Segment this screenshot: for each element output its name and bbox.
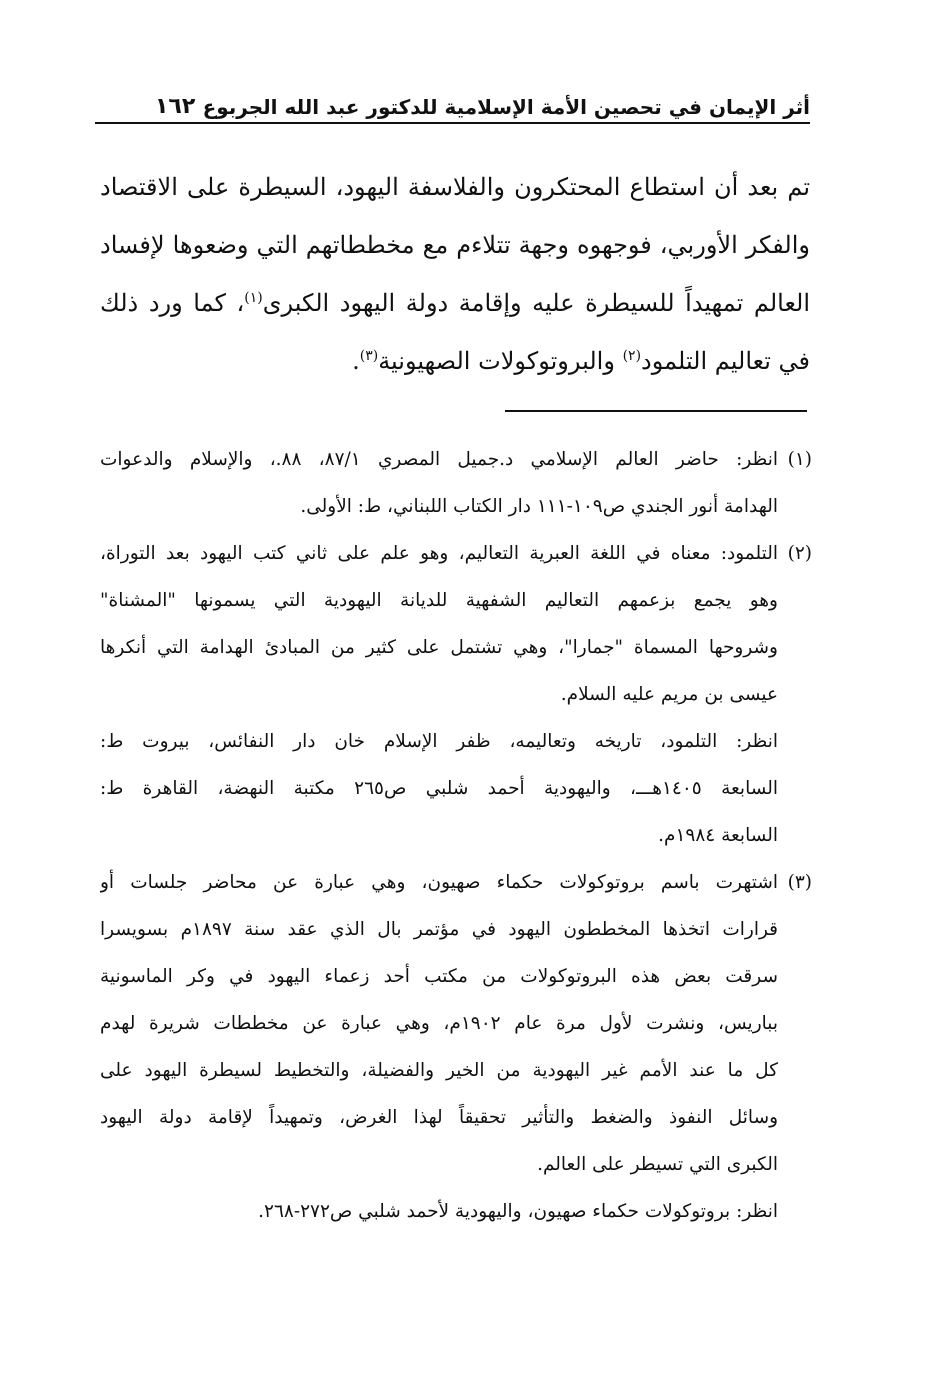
body-line — [100, 274, 810, 332]
footnote-line: الكبرى التي تسيطر على العالم. — [537, 1154, 778, 1175]
footnote-line: قرارات اتخذها المخططون اليهود في مؤتمر بال الذي عقد سنة ١٨٩٧م بسويسرا — [100, 919, 778, 940]
footnote-ref[interactable]: (١) — [244, 290, 263, 306]
footnote-separator — [505, 410, 807, 412]
page-number: ١٦٢ — [155, 94, 196, 119]
footnote-ref[interactable]: (٢) — [622, 348, 642, 364]
footnote-line: كل ما عند الأمم غير اليهودية من الخير والفضيلة، والتخطيط لسيطرة اليهود على — [100, 1060, 778, 1081]
body-line-text: العالم تمهيداً للسيطرة عليه وإقامة دولة اليهود الكبرى — [262, 289, 810, 317]
body-line-mid: والبروتوكولات الصهيونية — [378, 347, 623, 375]
footnote-reference-line: انظر: بروتوكولات حكماء صهيون، واليهودية لأحمد شلبي ص٢٧٢-٢٦٨. — [258, 1201, 778, 1222]
footnote-line: وهو يجمع بزعمهم التعاليم الشفهية للديانة اليهودية التي يسمونها "المشناة" — [100, 590, 778, 611]
running-title: أثر الإيمان في تحصين الأمة الإسلامية للدكتور عبد الله الجربوع — [202, 95, 810, 119]
footnote-1 — [100, 436, 812, 530]
footnote-line: اشتهرت باسم بروتوكولات حكماء صهيون، وهي عبارة عن محاضر جلسات أو — [100, 872, 778, 893]
page-header — [95, 80, 810, 122]
footnote-number: (١) — [787, 449, 812, 470]
footnote-reference-line: السابعة ١٩٨٤م. — [658, 825, 778, 846]
body-line-end: . — [352, 347, 360, 375]
header-rule — [95, 122, 810, 124]
body-line: والفكر الأوربي، فوجهوه وجهة تتلاءم مع مخططاتهم التي وضعوها لإفساد — [100, 231, 810, 259]
footnote-line: التلمود: معناه في اللغة العبرية التعاليم، وهو علم على ثاني كتب اليهود بعد التوراة، — [100, 543, 778, 564]
footnote-line: انظر: حاضر العالم الإسلامي د.جميل المصري ٨٧/١، ٨٨.، والإسلام والدعوات — [100, 449, 778, 470]
body-line — [100, 332, 810, 390]
footnote-number: (٢) — [787, 543, 812, 564]
footnote-ref[interactable]: (٣) — [359, 348, 379, 364]
footnotes — [100, 436, 812, 1235]
footnote-line: وسائل النفوذ والضغط والتأثير تحقيقاً لهذا الغرض، وتمهيداً لإقامة دولة اليهود — [100, 1107, 778, 1128]
main-text — [100, 158, 810, 390]
body-line: تم بعد أن استطاع المحتكرون والفلاسفة اليهود، السيطرة على الاقتصاد — [100, 173, 810, 201]
footnote-line: سرقت بعض هذه البروتوكولات من مكتب أحد زعماء اليهود في وكر الماسونية — [100, 966, 778, 987]
footnote-line: عيسى بن مريم عليه السلام. — [560, 684, 778, 705]
body-line-tail: ، كما ورد ذلك — [100, 289, 245, 317]
footnote-line: وشروحها المسماة "جمارا"، وهي تشتمل على كثير من المبادئ الهدامة التي أنكرها — [100, 637, 778, 658]
body-line-text: في تعاليم التلمود — [641, 347, 810, 375]
footnote-line: الهدامة أنور الجندي ص١٠٩-١١١ دار الكتاب اللبناني، ط: الأولى. — [300, 496, 778, 517]
footnote-reference-line: انظر: التلمود، تاريخه وتعاليمه، ظفر الإسلام خان دار النفائس، بيروت ط: — [100, 731, 778, 752]
footnote-2 — [100, 530, 812, 859]
footnote-number: (٣) — [787, 872, 812, 893]
footnote-reference-line: السابعة ١٤٠٥هـــ، واليهودية أحمد شلبي ص٢٦٥ مكتبة النهضة، القاهرة ط: — [100, 778, 778, 799]
footnote-line: بباريس، ونشرت لأول مرة عام ١٩٠٢م، وهي عبارة عن مخططات شريرة لهدم — [100, 1013, 778, 1034]
footnote-3 — [100, 859, 812, 1235]
